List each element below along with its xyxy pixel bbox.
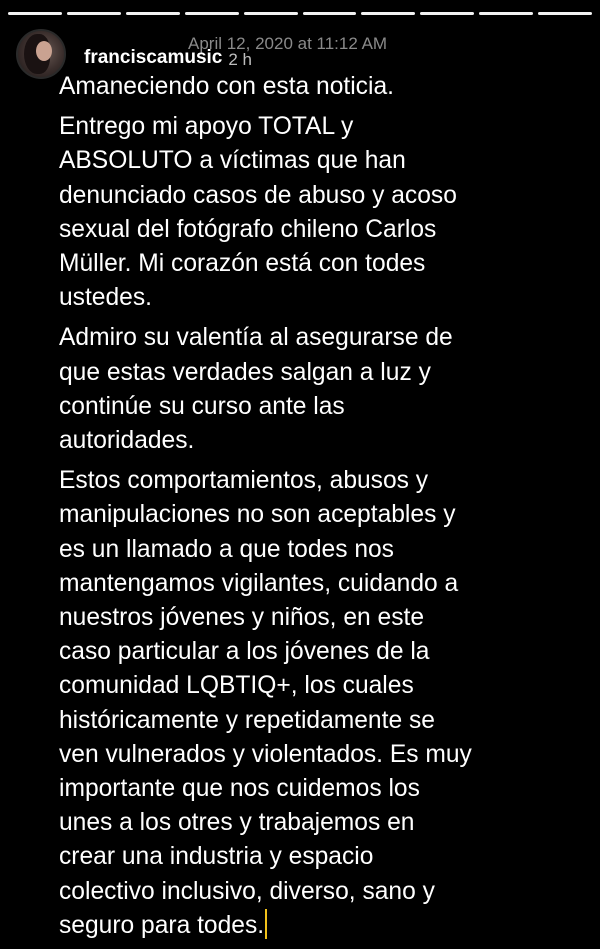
progress-segment <box>303 12 357 15</box>
progress-segment <box>479 12 533 15</box>
story-paragraph: Admiro su valentía al asegurarse de que estas verdades salgan a luz y continúe su curso ante las autoridades. <box>59 324 453 455</box>
progress-segment <box>67 12 121 15</box>
story-paragraph: Amaneciendo con esta noticia. <box>59 73 394 100</box>
progress-segment <box>420 12 474 15</box>
progress-segment <box>538 12 592 15</box>
progress-segment <box>126 12 180 15</box>
story-paragraph-text: Estos comportamientos, abusos y manipulaciones no son aceptables y es un llamado a que todes nos mantengamos vigilantes, cuidando a nuestros jóvenes y niños, en este caso particular a los jóvenes de la comunidad LQBTIQ+, los cuales históricamente y repetidamente se ven vulnerados y violentados. Es muy importante que nos cuidemos los unes a los otres y trabajemos en crear una industria y espacio colectivo inclusivo, diverso, sano y seguro para todes. <box>59 467 472 939</box>
username-link[interactable]: franciscamusic <box>84 47 223 68</box>
avatar-face <box>36 41 52 61</box>
progress-segment <box>244 12 298 15</box>
story-paragraph: Entrego mi apoyo TOTAL y ABSOLUTO a víctimas que han denunciado casos de abuso y acoso sexual del fotógrafo chileno Carlos Müller. Mi corazón está con todes ustedes. <box>59 113 457 312</box>
story-progress-bar <box>8 12 592 15</box>
time-ago-label: 2 h <box>228 50 252 69</box>
progress-segment <box>185 12 239 15</box>
progress-segment <box>8 12 62 15</box>
text-cursor-icon <box>265 909 267 939</box>
story-paragraph <box>59 464 584 943</box>
progress-segment <box>361 12 415 15</box>
story-text-content <box>59 70 584 949</box>
story-timestamp: April 12, 2020 at 11:12 AM <box>188 34 388 53</box>
